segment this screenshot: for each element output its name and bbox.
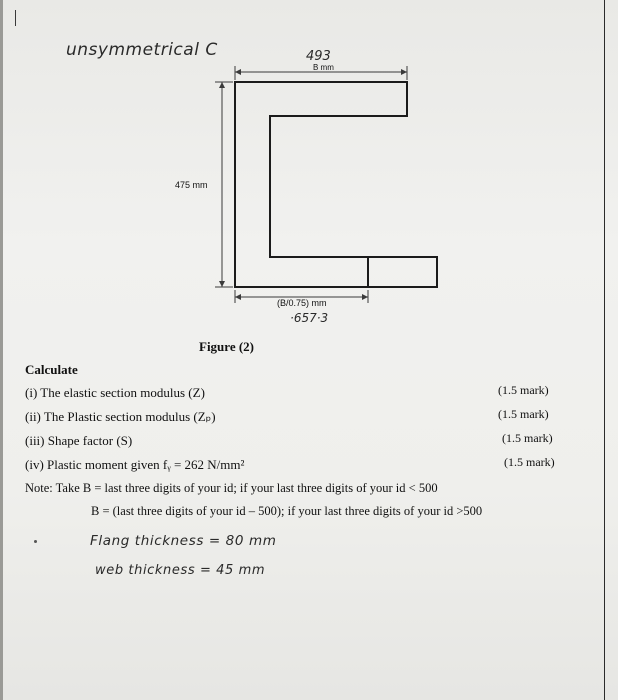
bottom-dim-arrow-right bbox=[362, 294, 368, 300]
c-section-outline bbox=[235, 82, 437, 287]
question-item: (iv) Plastic moment given fᵧ = 262 N/mm² bbox=[25, 457, 245, 472]
top-value-note: 493 bbox=[306, 49, 331, 64]
question-marks: (1.5 mark) bbox=[502, 431, 553, 445]
height-dim-arrow-bottom bbox=[219, 281, 225, 287]
stray-dot bbox=[34, 540, 37, 543]
note-line-2: B = (last three digits of your id – 500); if your last three digits of your id >500 bbox=[91, 504, 483, 518]
note-line-1: Note: Take B = last three digits of your id; if your last three digits of your id < 500 bbox=[25, 481, 438, 495]
question-item: (ii) The Plastic section modulus (Zₚ) bbox=[25, 409, 216, 424]
shape-note: unsymmetrical C bbox=[66, 40, 218, 60]
top-dim-label: B mm bbox=[313, 63, 334, 72]
height-dim-arrow-top bbox=[219, 82, 225, 88]
question-item: (iii) Shape factor (S) bbox=[25, 433, 133, 448]
question-marks: (1.5 mark) bbox=[498, 407, 549, 421]
bottom-dim-label: (B/0.75) mm bbox=[277, 298, 327, 308]
calculate-heading: Calculate bbox=[25, 362, 78, 377]
question-item: (i) The elastic section modulus (Z) bbox=[25, 385, 205, 400]
flange-thickness-note: Flang thickness = 80 mm bbox=[90, 533, 277, 549]
web-thickness-note: web thickness = 45 mm bbox=[95, 563, 266, 578]
bottom-dim-arrow-left bbox=[235, 294, 241, 300]
height-dim-label: 475 mm bbox=[175, 180, 208, 190]
question-marks: (1.5 mark) bbox=[504, 455, 555, 469]
top-dim-arrow-left bbox=[235, 69, 241, 75]
figure-caption: Figure (2) bbox=[199, 339, 254, 354]
question-marks: (1.5 mark) bbox=[498, 383, 549, 397]
bottom-value-note: ·657·3 bbox=[290, 311, 329, 325]
top-dim-arrow-right bbox=[401, 69, 407, 75]
